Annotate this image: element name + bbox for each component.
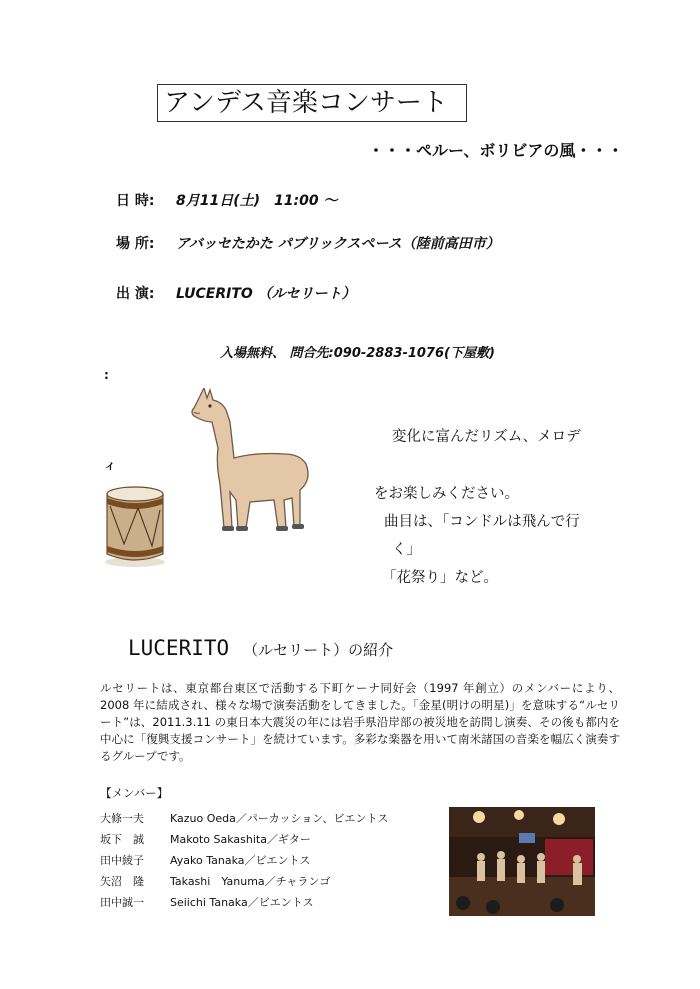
member-row	[100, 810, 388, 826]
member-role: Takashi Yanuma／チャランゴ	[170, 875, 331, 888]
member-name: 矢沼 隆	[100, 875, 144, 888]
member-name: 坂下 誠	[100, 833, 144, 846]
intro-heading-latin: LUCERITO	[128, 636, 230, 660]
info-venue-label: 場 所:	[116, 236, 155, 252]
member-role: Ayako Tanaka／ビエントス	[170, 854, 311, 867]
band-photo	[449, 807, 595, 916]
member-role: Kazuo Oeda／パーカッション、ビエントス	[170, 812, 389, 825]
info-performer-label: 出 演:	[116, 286, 155, 302]
subtitle: ・・・ペルー、ボリビアの風・・・	[368, 141, 624, 160]
info-date-label: 日 時:	[116, 193, 155, 209]
member-row	[100, 831, 311, 847]
member-name: 田中誠一	[100, 896, 144, 909]
promo-line-5: 「花祭り」など。	[382, 570, 498, 586]
member-row	[100, 894, 314, 910]
promo-line-2: をお楽しみください。	[374, 486, 519, 502]
concert-title: アンデス音楽コンサート	[157, 84, 467, 122]
promo-line-1: 変化に富んだリズム、メロデ	[392, 429, 581, 445]
members-heading: 【メンバー】	[100, 786, 169, 800]
info-performer-value: LUCERITO （ルセリート）	[176, 286, 356, 302]
info-date	[116, 190, 337, 210]
promo-line-3: 曲目は、「コンドルは飛んで行	[384, 514, 580, 530]
drum-illustration	[100, 482, 170, 568]
admission-contact: 入場無料、 問合先:090-2883-1076(下屋敷)	[220, 346, 495, 361]
stray-char: ィ	[104, 458, 117, 472]
member-row	[100, 873, 330, 889]
member-role: Seiichi Tanaka／ビエントス	[170, 896, 314, 909]
info-venue-value: アバッセたかた パブリックスペース（陸前高田市）	[176, 236, 500, 252]
intro-heading	[128, 636, 393, 660]
info-date-value: 8月11日(土) 11:00 ～	[176, 193, 338, 209]
stray-colon: :	[104, 368, 109, 382]
member-name: 田中綾子	[100, 854, 144, 867]
intro-body: ルセリートは、東京都台東区で活動する下町ケーナ同好会（1997 年創立）のメンバーにより、2008 年に結成され、様々な場で演奏活動をしてきました。「金星(明けの明星)」を意味する“ルセリート”は、2011.3.11 の東日本大震災の年には岩手県沿岸部の被災地を訪問し演奏、その後も都内を中心に「復興支援コンサート」を続けています。多彩な楽器を用いて南米諸国の音楽を幅広く演奏するグループです。	[100, 681, 620, 763]
member-name: 大條一夫	[100, 812, 144, 825]
member-row	[100, 852, 310, 868]
member-role: Makoto Sakashita／ギター	[170, 833, 311, 846]
intro-heading-ja: （ルセリート）の紹介	[243, 641, 394, 659]
info-performer	[116, 283, 356, 303]
promo-line-4: く」	[392, 542, 421, 558]
llama-illustration	[186, 388, 318, 536]
info-venue	[116, 233, 500, 253]
